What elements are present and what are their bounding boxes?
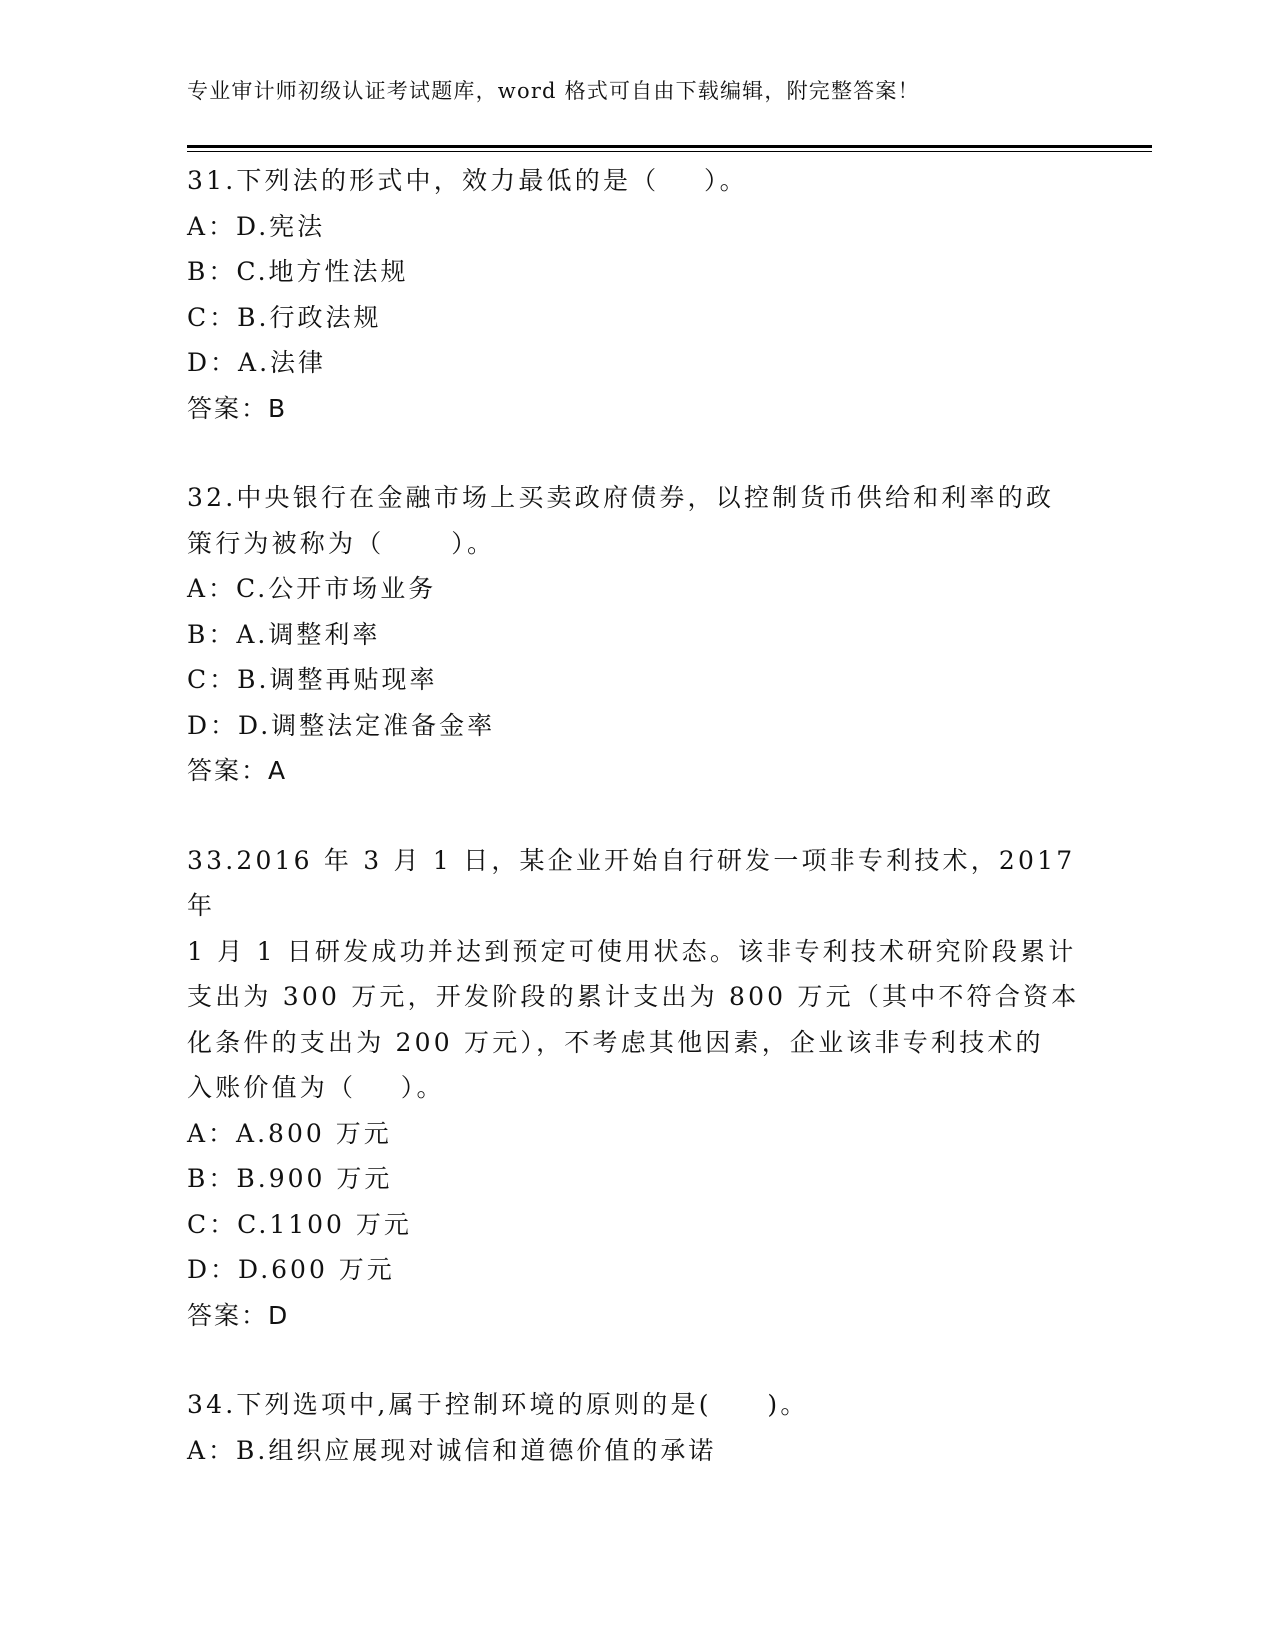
option-c: C：B.调整再贴现率 bbox=[187, 665, 438, 694]
option-a: A：C.公开市场业务 bbox=[187, 574, 437, 603]
answer: 答案：D bbox=[187, 1300, 290, 1330]
option-b: B：A.调整利率 bbox=[187, 619, 381, 649]
answer: 答案：B bbox=[187, 393, 288, 423]
option-a: A：A.800 万元 bbox=[187, 1118, 392, 1148]
question-list bbox=[187, 158, 1087, 1517]
option-a: A：B.组织应展现对诚信和道德价值的承诺 bbox=[187, 1435, 717, 1465]
option-b: B：C.地方性法规 bbox=[187, 257, 409, 286]
question-text: 34.下列选项中,属于控制环境的原则的是( )。 bbox=[187, 1390, 809, 1419]
question-33 bbox=[187, 838, 1087, 1339]
header-rule-thin bbox=[187, 151, 1152, 152]
page-header: 专业审计师初级认证考试题库，word 格式可自由下载编辑，附完整答案！ bbox=[187, 79, 920, 103]
option-a: A：D.宪法 bbox=[187, 211, 326, 241]
question-34 bbox=[187, 1382, 1087, 1473]
question-text-line-1: 32.中央银行在金融市场上买卖政府债券，以控制货币供给和利率的政 bbox=[187, 483, 1055, 512]
question-text: 31.下列法的形式中，效力最低的是（ ）。 bbox=[187, 166, 748, 195]
question-text-line-3: 支出为 300 万元，开发阶段的累计支出为 800 万元（其中不符合资本 bbox=[187, 982, 1080, 1011]
header-rule-thick bbox=[187, 145, 1152, 148]
question-text-line-1: 33.2016 年 3 月 1 日，某企业开始自行研发一项非专利技术，2017 年 bbox=[187, 845, 1087, 920]
option-d: D：D.调整法定准备金率 bbox=[187, 710, 496, 740]
answer: 答案：A bbox=[187, 756, 288, 785]
option-c: C：C.1100 万元 bbox=[187, 1209, 412, 1239]
question-32 bbox=[187, 475, 1087, 794]
option-d: D：D.600 万元 bbox=[187, 1255, 395, 1284]
question-text-line-2: 策行为被称为（ ）。 bbox=[187, 528, 496, 558]
question-text-line-2: 1 月 1 日研发成功并达到预定可使用状态。该非专利技术研究阶段累计 bbox=[187, 936, 1077, 966]
option-d: D：A.法律 bbox=[187, 348, 327, 377]
option-c: C：B.行政法规 bbox=[187, 302, 382, 332]
question-31 bbox=[187, 158, 1087, 431]
option-b: B：B.900 万元 bbox=[187, 1164, 393, 1193]
question-text-line-5: 入账价值为（ ）。 bbox=[187, 1073, 445, 1102]
question-text-line-4: 化条件的支出为 200 万元），不考虑其他因素，企业该非专利技术的 bbox=[187, 1027, 1044, 1057]
